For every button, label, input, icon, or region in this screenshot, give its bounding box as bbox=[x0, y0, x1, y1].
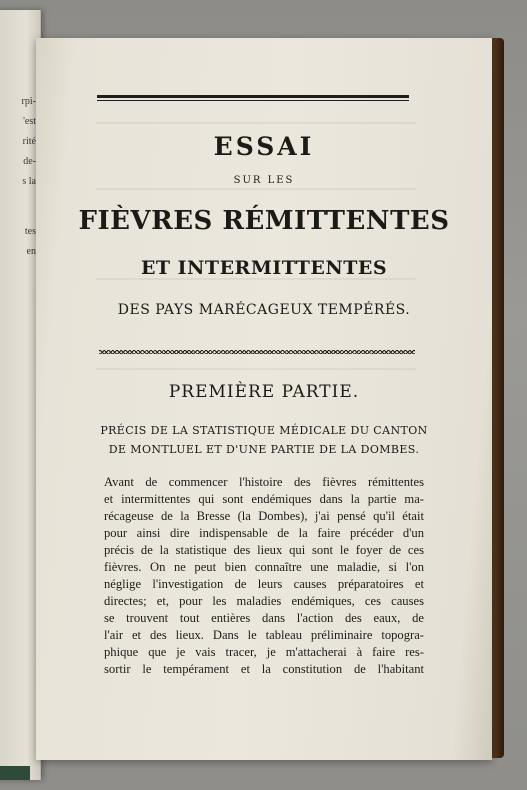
left-page-edge bbox=[0, 10, 41, 780]
left-page-fragment: rpi- bbox=[21, 96, 36, 107]
body-line: récageuse de la Bresse (la Dombes), j'ai pensé qu'il était bbox=[104, 509, 424, 523]
title-sur-les: SUR LES bbox=[233, 175, 295, 186]
body-paragraph bbox=[104, 474, 424, 678]
left-page-fragment: rité bbox=[22, 136, 36, 147]
body-line: précis de la statistique des lieux qui sont le foyer de ces bbox=[104, 543, 424, 557]
body-line: pour ainsi dire indispensable de la faire précéder d'un bbox=[104, 526, 424, 540]
left-page-fragment: 'est bbox=[23, 116, 36, 127]
title-fievres: FIÈVRES RÉMITTENTES bbox=[78, 206, 450, 236]
title-essai: ESSAI bbox=[213, 132, 315, 161]
body-line: l'air et des lieux. Dans le tableau préliminaire topogra- bbox=[104, 628, 424, 642]
title-intermittentes: ET INTERMITTENTES bbox=[140, 257, 388, 279]
book-page bbox=[36, 38, 492, 760]
section-heading-line-2: DE MONTLUEL ET D'UNE PARTIE DE LA DOMBES. bbox=[108, 443, 420, 456]
left-page-fragment: tes bbox=[24, 226, 36, 237]
title-pays: DES PAYS MARÉCAGEUX TEMPÉRÉS. bbox=[117, 302, 411, 318]
section-heading-line-1: PRÉCIS DE LA STATISTIQUE MÉDICALE DU CANTON bbox=[100, 424, 428, 437]
body-line: sortir le tempérament et la constitution de l'habitant bbox=[104, 662, 424, 676]
body-line: phique que je vais tracer, je m'attacherai à faire res- bbox=[104, 645, 424, 659]
left-page-fragment: de- bbox=[23, 156, 36, 167]
body-line: et intermittentes qui sont endémiques dans la partie ma- bbox=[104, 492, 424, 506]
top-double-rule bbox=[97, 95, 409, 98]
body-line: Avant de commencer l'histoire des fièvres rémittentes bbox=[104, 475, 424, 489]
part-heading: PREMIÈRE PARTIE. bbox=[168, 382, 360, 402]
body-line: se trouvent tout entières dans l'action des eaux, de bbox=[104, 611, 424, 625]
left-page-fragment: s la bbox=[22, 176, 36, 187]
wavy-divider bbox=[99, 350, 415, 354]
body-line: directes; et, pour les maladies endémiques, ces causes bbox=[104, 594, 424, 608]
left-page-fragment: en bbox=[26, 246, 36, 257]
body-line: néglige l'investigation de leurs causes préparatoires et bbox=[104, 577, 424, 591]
body-line: fièvres. On ne peut bien connaître une maladie, si l'on bbox=[104, 560, 424, 574]
cover-corner bbox=[0, 766, 30, 780]
